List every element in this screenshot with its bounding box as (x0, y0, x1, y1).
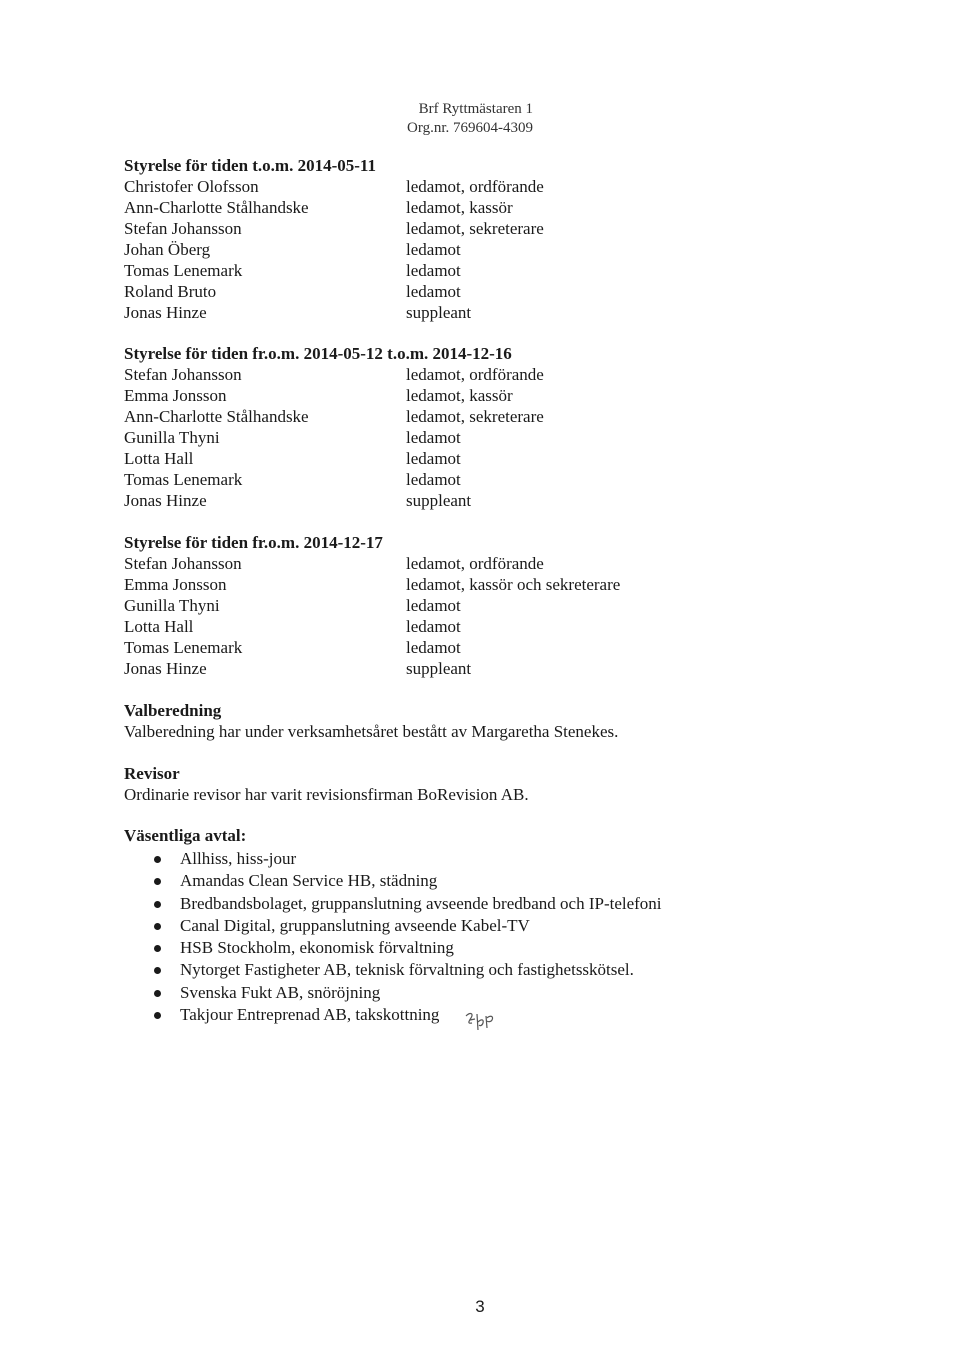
member-role: ledamot (406, 638, 461, 657)
board-member-row (124, 260, 884, 281)
page-number: 3 (475, 1297, 485, 1316)
member-role: ledamot (406, 617, 461, 636)
member-role: ledamot (406, 282, 461, 301)
list-item (124, 982, 884, 1004)
member-name: Jonas Hinze (124, 659, 207, 678)
document-header (407, 100, 533, 138)
member-name: Lotta Hall (124, 617, 194, 636)
board-section-1 (124, 155, 884, 323)
board-member-list (124, 176, 884, 323)
board-title: Styrelse för tiden t.o.m. 2014-05-11 (124, 156, 376, 175)
member-role: ledamot (406, 261, 461, 280)
board-member-row (124, 616, 884, 637)
member-name: Johan Öberg (124, 240, 211, 259)
board-member-row (124, 469, 884, 490)
member-name: Emma Jonsson (124, 575, 227, 594)
avtal-item-text: Canal Digital, gruppanslutning avseende Kabel-TV (180, 915, 530, 935)
avtal-item-text: Allhiss, hiss-jour (180, 849, 297, 868)
board-member-row (124, 637, 884, 658)
valberedning-section (124, 700, 884, 742)
member-role: ledamot (406, 596, 461, 615)
revisor-section (124, 763, 884, 805)
list-item (124, 1004, 884, 1026)
list-item (124, 959, 884, 981)
member-name: Christofer Olofsson (124, 177, 259, 196)
handwritten-initials-icon (462, 1004, 502, 1034)
org-number: Org.nr. 769604-4309 (407, 120, 533, 136)
member-role: ledamot (406, 428, 461, 447)
list-item (124, 893, 884, 915)
member-name: Roland Bruto (124, 282, 217, 301)
member-name: Ann-Charlotte Stålhandske (124, 407, 309, 426)
board-member-row (124, 302, 884, 323)
board-member-row (124, 490, 884, 511)
avtal-list (124, 848, 884, 1026)
board-title: Styrelse för tiden fr.o.m. 2014-05-12 t.o.m. 2014-12-16 (124, 344, 512, 363)
list-item (124, 937, 884, 959)
valberedning-title: Valberedning (124, 701, 222, 720)
member-role: ledamot (406, 449, 461, 468)
member-role: ledamot, sekreterare (406, 407, 544, 426)
board-member-row (124, 574, 884, 595)
avtal-title: Väsentliga avtal: (124, 826, 247, 845)
member-name: Gunilla Thyni (124, 428, 220, 447)
avtal-item-text: Nytorget Fastigheter AB, teknisk förvaltning och fastighetsskötsel. (180, 960, 634, 980)
bullet-icon (154, 967, 161, 974)
member-role: suppleant (406, 659, 472, 678)
board-section-2 (124, 343, 884, 511)
board-member-row (124, 281, 884, 302)
board-member-row (124, 553, 884, 574)
board-member-row (124, 239, 884, 260)
board-member-row (124, 197, 884, 218)
member-role: suppleant (406, 303, 472, 322)
member-role: ledamot, ordförande (406, 365, 544, 384)
avtal-section (124, 825, 884, 1026)
member-role: ledamot, ordförande (406, 554, 544, 573)
bullet-icon (154, 901, 161, 908)
member-role: ledamot, ordförande (406, 177, 544, 196)
member-role: ledamot, kassör och sekreterare (406, 575, 621, 594)
member-name: Tomas Lenemark (124, 470, 243, 489)
bullet-icon (154, 945, 161, 952)
board-member-row (124, 385, 884, 406)
member-name: Ann-Charlotte Stålhandske (124, 198, 309, 217)
board-member-row (124, 448, 884, 469)
bullet-icon (154, 1012, 161, 1019)
board-member-row (124, 406, 884, 427)
bullet-icon (154, 878, 161, 885)
member-role: ledamot, kassör (406, 198, 513, 217)
member-role: ledamot (406, 240, 461, 259)
member-name: Gunilla Thyni (124, 596, 220, 615)
avtal-item-text: Svenska Fukt AB, snöröjning (180, 982, 381, 1002)
board-member-row (124, 658, 884, 679)
valberedning-text: Valberedning har under verksamhetsåret bestått av Margaretha Stenekes. (124, 722, 619, 741)
member-role: ledamot, sekreterare (406, 219, 544, 238)
revisor-text: Ordinarie revisor har varit revisionsfirman BoRevision AB. (124, 785, 529, 804)
bullet-icon (154, 923, 161, 930)
board-member-row (124, 427, 884, 448)
member-name: Jonas Hinze (124, 491, 207, 510)
board-member-row (124, 364, 884, 385)
board-member-list (124, 553, 884, 679)
list-item (124, 848, 884, 870)
member-name: Tomas Lenemark (124, 261, 243, 280)
board-section-3 (124, 532, 884, 679)
member-role: ledamot, kassör (406, 386, 513, 405)
board-title: Styrelse för tiden fr.o.m. 2014-12-17 (124, 533, 383, 552)
board-member-row (124, 595, 884, 616)
member-name: Jonas Hinze (124, 303, 207, 322)
member-role: suppleant (406, 491, 472, 510)
avtal-item-text: Amandas Clean Service HB, städning (180, 871, 438, 891)
revisor-title: Revisor (124, 764, 180, 783)
list-item (124, 915, 884, 937)
member-name: Emma Jonsson (124, 386, 227, 405)
board-member-row (124, 176, 884, 197)
avtal-item-text: HSB Stockholm, ekonomisk förvaltning (180, 938, 454, 958)
list-item (124, 870, 884, 892)
board-member-list (124, 364, 884, 511)
avtal-item-text: Takjour Entreprenad AB, takskottning (180, 1005, 440, 1025)
member-name: Stefan Johansson (124, 365, 242, 384)
bullet-icon (154, 990, 161, 997)
member-role: ledamot (406, 470, 461, 489)
avtal-item-text: Bredbandsbolaget, gruppanslutning avseende bredband och IP-telefoni (180, 893, 662, 913)
bullet-icon (154, 856, 161, 863)
member-name: Stefan Johansson (124, 219, 242, 238)
member-name: Tomas Lenemark (124, 638, 243, 657)
member-name: Lotta Hall (124, 449, 194, 468)
member-name: Stefan Johansson (124, 554, 242, 573)
board-member-row (124, 218, 884, 239)
org-name: Brf Ryttmästaren 1 (418, 101, 533, 117)
